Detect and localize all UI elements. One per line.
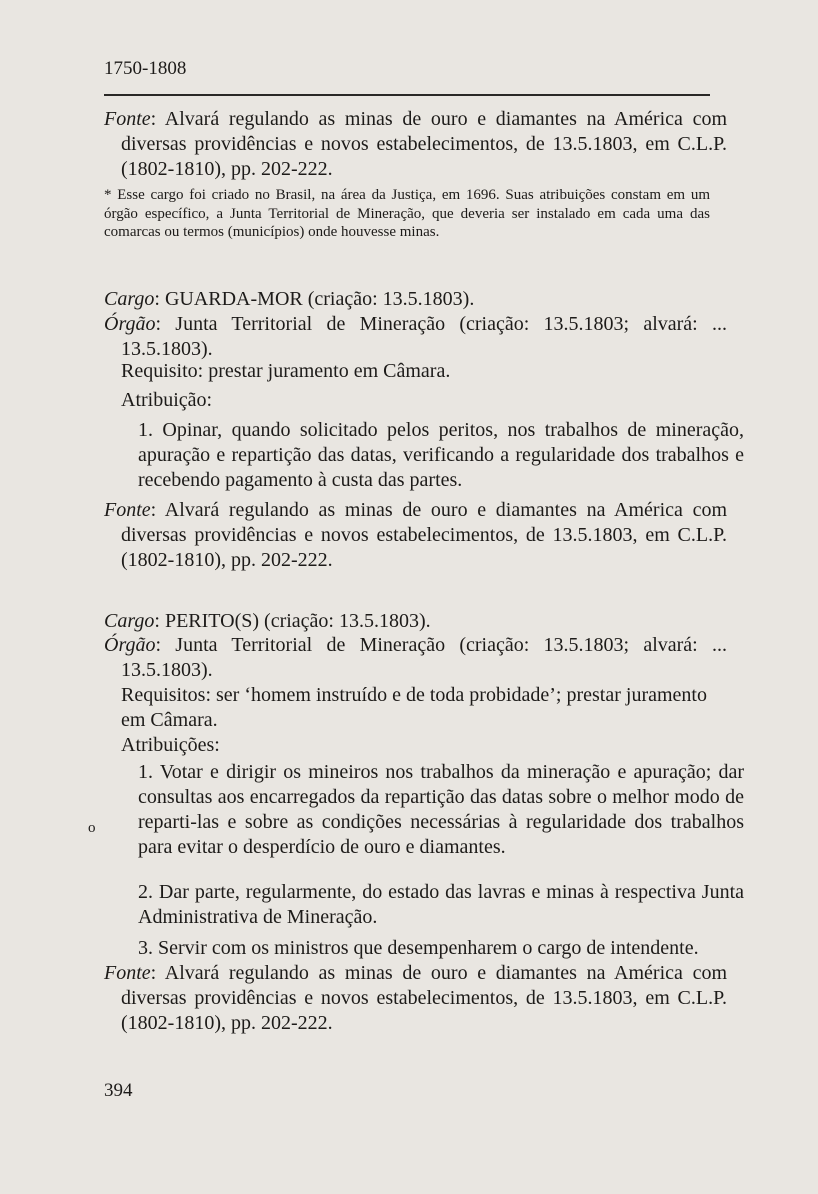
header-rule [104,94,710,96]
orgao-1 [104,312,727,362]
cargo-guarda-mor [104,287,727,312]
fonte-1 [104,107,727,182]
atribuicao-item: 2. Dar parte, regularmente, do estado das lavras e minas à respectiva Junta Administrativa de Mineração. [138,881,744,928]
atribuicao-item: 1. Opinar, quando solicitado pelos peritos, nos trabalhos de mineração, apuração e repartição das datas, verificando a regularidade dos trabalhos e recebendo pagamento à custa das partes. [138,419,744,491]
orgao-text: : Junta Territorial de Mineração (criação: 13.5.1803; alvará: ... 13.5.1803). [121,313,727,360]
margin-mark: o [88,820,96,836]
fonte-2 [104,498,727,573]
page-number: 394 [104,1080,133,1101]
running-head: 1750-1808 [104,58,187,79]
fonte-text: : Alvará regulando as minas de ouro e diamantes na América com diversas providências e novos estabelecimentos, de 13.5.1803, em C.L.P. (1802-1810), pp. 202-222. [121,499,727,571]
cargo-label: Cargo [104,288,155,310]
atribuicoes-heading-2: Atribuições: [121,734,220,756]
fonte-text: : Alvará regulando as minas de ouro e diamantes na América com diversas providências e novos estabelecimentos, de 13.5.1803, em C.L.P. (1802-1810), pp. 202-222. [121,108,727,180]
cargo-text: : GUARDA-MOR (criação: 13.5.1803). [154,288,475,310]
orgao-text: : Junta Territorial de Mineração (criação: 13.5.1803; alvará: ... 13.5.1803). [121,634,727,681]
fonte-label: Fonte [104,962,151,984]
orgao-label: Órgão [104,634,156,656]
fonte-3 [104,961,727,1036]
orgao-label: Órgão [104,313,156,335]
cargo-label: Cargo [104,610,155,632]
atribuicao-item: 1. Votar e dirigir os mineiros nos trabalhos da mineração e apuração; dar consultas aos encarregados da repartição das datas sobre o melhor modo de reparti-las e sobre as condições necessárias à regularidade dos trabalhos para evitar o desperdício de ouro e diamantes. [138,761,744,858]
cargo-text: : PERITO(S) (criação: 13.5.1803). [154,610,431,632]
footnote: * Esse cargo foi criado no Brasil, na área da Justiça, em 1696. Suas atribuições constam em um órgão específico, a Junta Territorial de Mineração, que deveria ser instalado em cada uma das comarcas ou termos (municípios) onde houvesse minas. [104,187,710,240]
orgao-2 [104,633,727,683]
cargo-perito [104,609,727,634]
requisito-1: Requisito: prestar juramento em Câmara. [121,360,451,382]
atribuicao-heading-1: Atribuição: [121,389,213,411]
atribuicao-item: 3. Servir com os ministros que desempenharem o cargo de intendente. [138,937,699,959]
requisitos-2: Requisitos: ser ‘homem instruído e de toda probidade’; prestar juramento em Câmara. [121,684,707,731]
fonte-label: Fonte [104,499,151,521]
fonte-text: : Alvará regulando as minas de ouro e diamantes na América com diversas providências e novos estabelecimentos, de 13.5.1803, em C.L.P. (1802-1810), pp. 202-222. [121,962,727,1034]
fonte-label: Fonte [104,108,151,130]
